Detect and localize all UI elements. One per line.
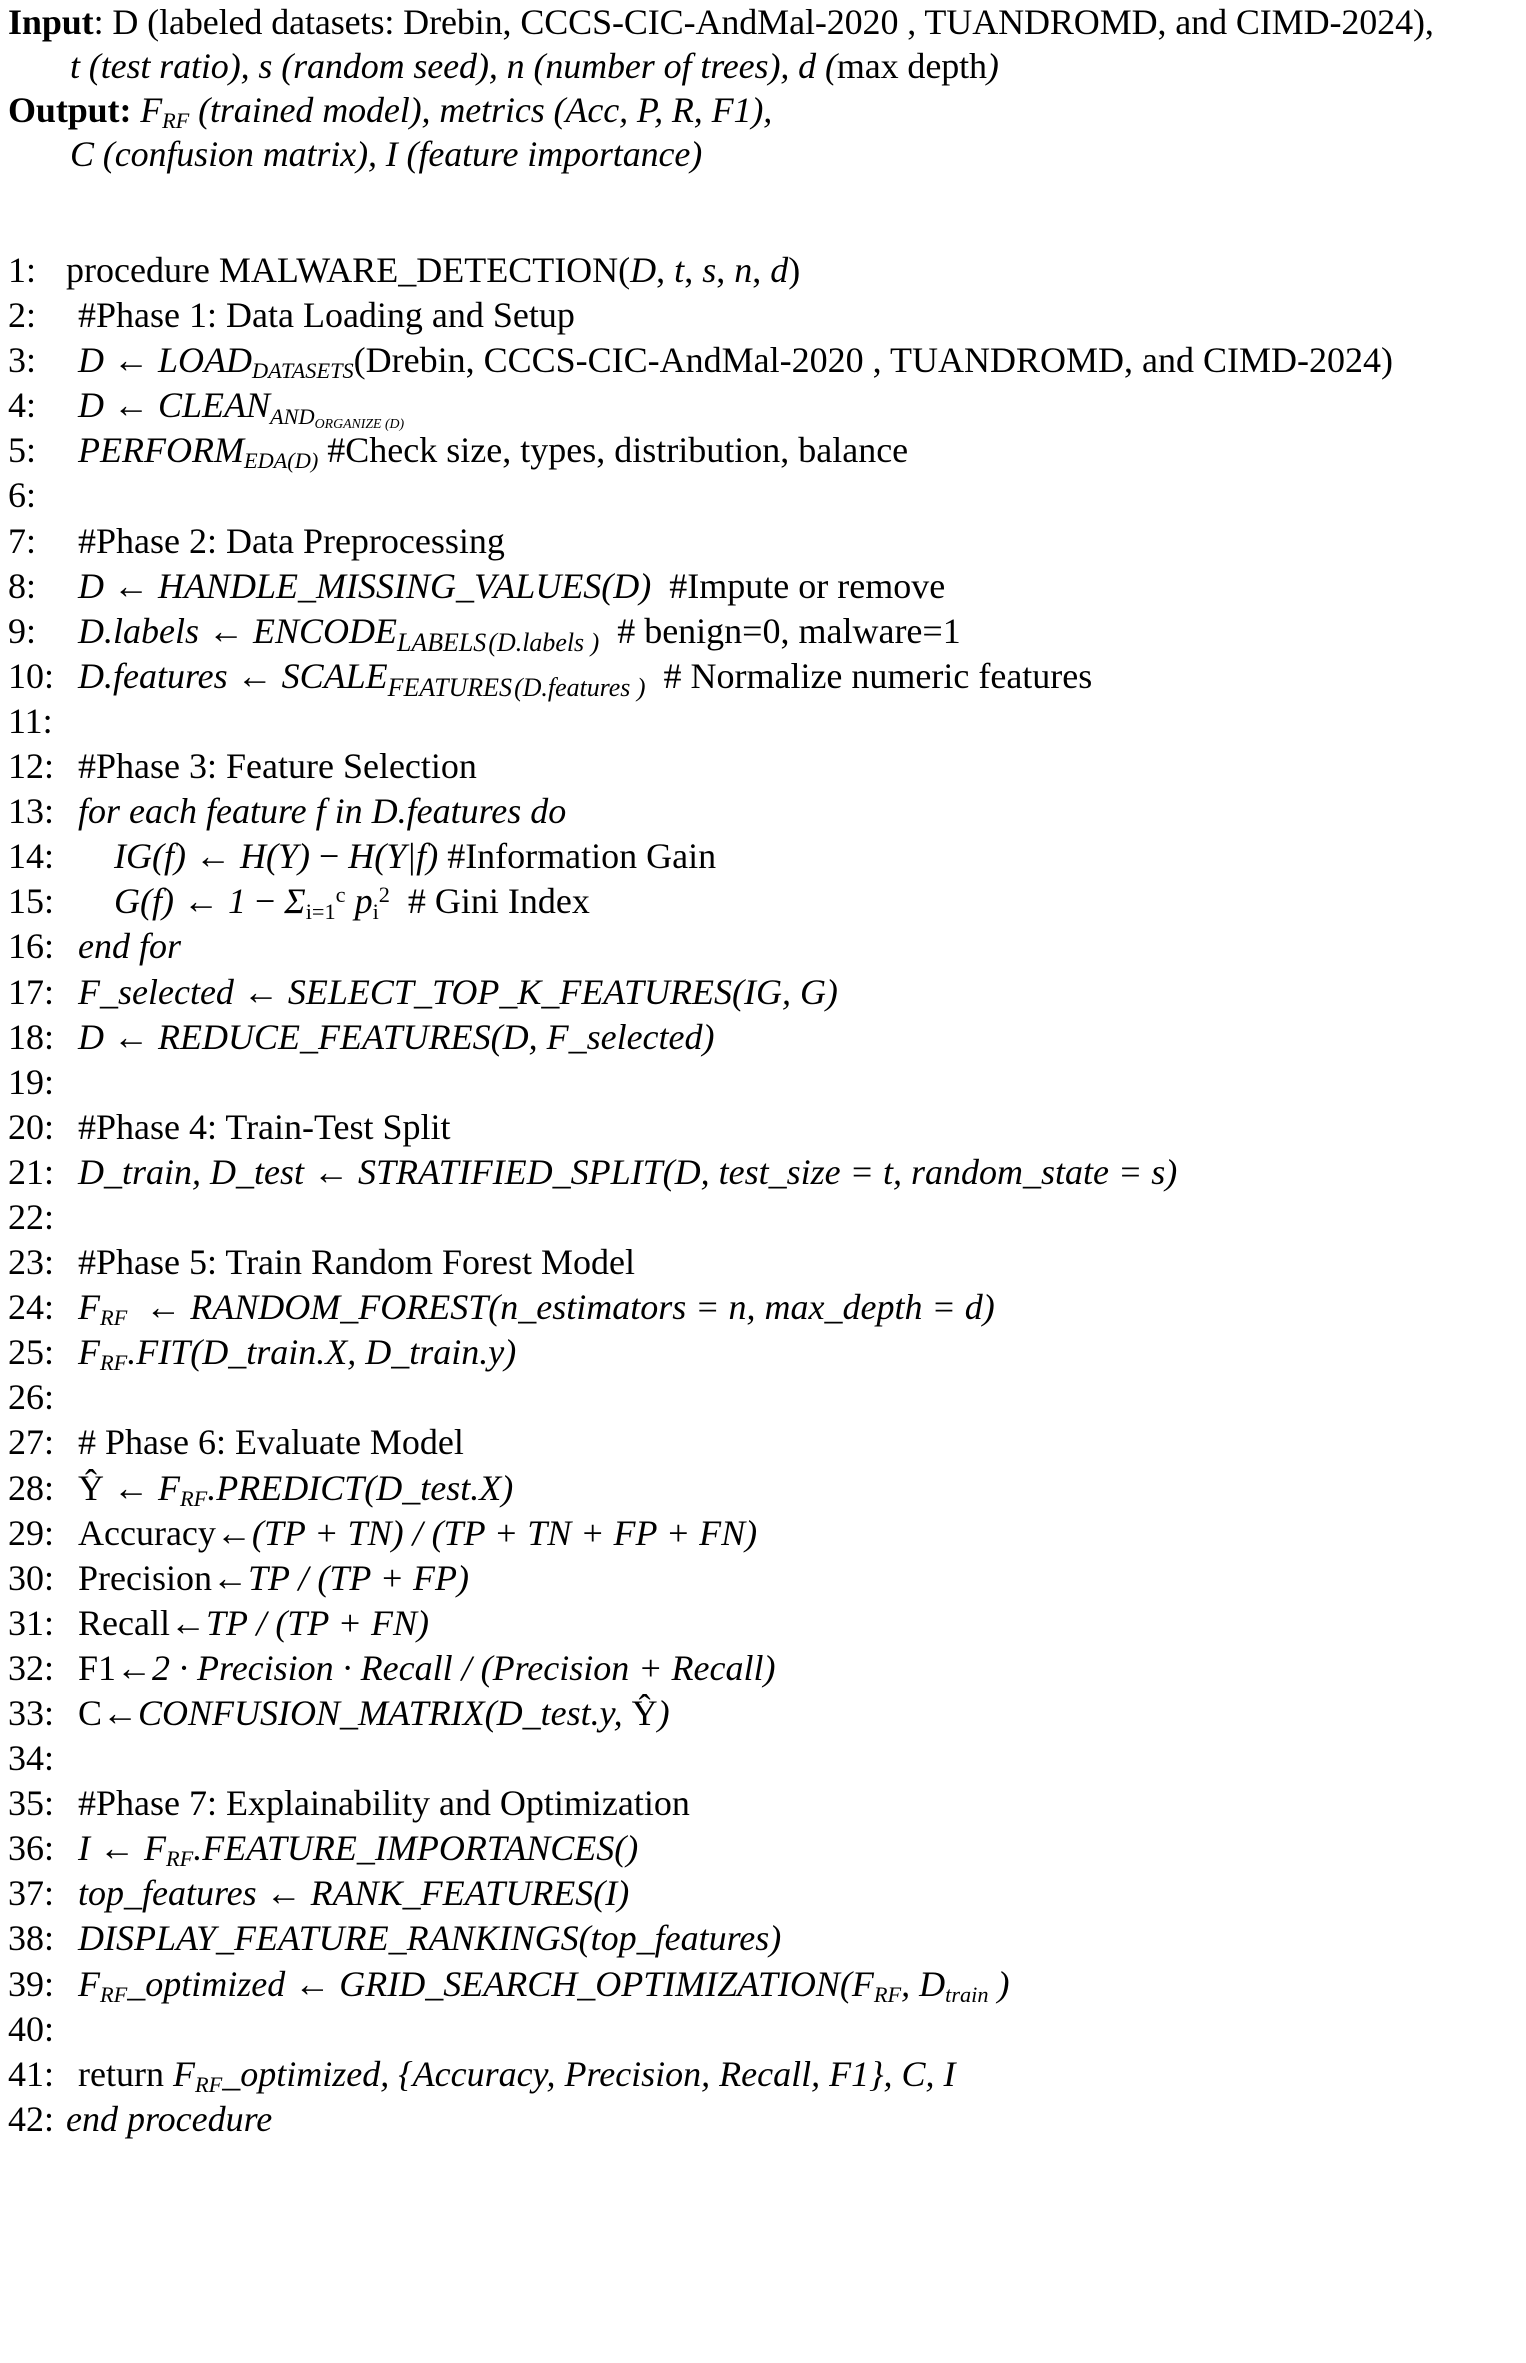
output-line-2 (8, 132, 1508, 176)
line-content: end for (78, 926, 181, 967)
line-number: 30: (8, 1557, 55, 1598)
line-content: D ← $CLEAN_{AND_{ORGANIZE (D)}}$ (78, 385, 405, 431)
line-number: 1: (8, 250, 37, 290)
algo-line-11 (8, 699, 1518, 744)
line-number: 39: (8, 1963, 55, 2004)
line-number: 8: (8, 565, 37, 606)
input-params-italic: t (test ratio), s (random seed), n (number of trees), d ( (70, 46, 837, 86)
line-number: 41: (8, 2053, 55, 2094)
line-number: 32: (8, 1647, 55, 1688)
line-number: 16: (8, 926, 55, 967)
line-content: IG(f) ← H(Y) − H(Y|f) #Information Gain (114, 836, 717, 877)
algo-line-40 (8, 2007, 1518, 2052)
algo-line-17 (8, 970, 1518, 1015)
line-content: F1←2 · Precision · Recall / (Precision + Recall) (78, 1647, 776, 1688)
line-number: 5: (8, 430, 37, 471)
line-number: 40: (8, 2008, 55, 2049)
algo-line-29 (8, 1511, 1518, 1556)
line-number: 20: (8, 1106, 55, 1147)
algo-line-22 (8, 1195, 1518, 1240)
line-number: 9: (8, 610, 37, 651)
algo-line-1 (8, 248, 1518, 293)
algo-line-31 (8, 1601, 1518, 1646)
line-number: 12: (8, 746, 55, 787)
input-line-2 (8, 44, 1508, 88)
y-hat-symbol: Ŷ (78, 1467, 104, 1508)
algo-line-18 (8, 1015, 1518, 1060)
algo-line-20 (8, 1105, 1518, 1150)
algo-line-6 (8, 473, 1518, 518)
algo-line-7 (8, 519, 1518, 564)
line-content: end procedure (66, 2098, 273, 2139)
line-number: 25: (8, 1332, 55, 1373)
line-content: D.labels ← $ENCODE_{LABELS (D.labels )}$ # benign=0, malware=1 (78, 610, 961, 657)
algo-line-32 (8, 1646, 1518, 1691)
line-content: #Phase 2: Data Preprocessing (78, 520, 505, 561)
line-content: Accuracy←(TP + TN) / (TP + TN + FP + FN) (78, 1512, 758, 1553)
input-params-tail: ) (986, 46, 999, 86)
algo-line-15 (8, 879, 1518, 924)
line-content: #Phase 4: Train-Test Split (78, 1106, 451, 1147)
line-content: $F_{RF}$ ← RANDOM_FOREST(n_estimators = n, max_depth = d) (78, 1287, 995, 1331)
line-number: 42: (8, 2098, 55, 2139)
line-content: D.features ← $SCALE_{FEATURES (D.features )}$ # Normalize numeric features (78, 655, 1093, 702)
algo-line-23 (8, 1240, 1518, 1285)
algo-line-36 (8, 1826, 1518, 1871)
line-number: 6: (8, 475, 37, 516)
algo-line-12 (8, 744, 1518, 789)
algo-line-16 (8, 924, 1518, 969)
line-content: Recall←TP / (TP + FN) (78, 1602, 429, 1643)
output-frf-base: F (140, 90, 163, 130)
input-line-1 (8, 0, 1508, 44)
algo-line-2 (8, 293, 1518, 338)
algo-line-38 (8, 1916, 1518, 1961)
line-number: 28: (8, 1467, 55, 1508)
line-number: 4: (8, 385, 37, 426)
line-content: G(f) ← $1 - \Sigma_{i=1}^c$ $p_i^2$ # Gini Index (114, 881, 590, 925)
line-number: 22: (8, 1196, 55, 1237)
algo-line-26 (8, 1375, 1518, 1420)
line-number: 23: (8, 1242, 55, 1283)
line-number: 27: (8, 1422, 55, 1463)
input-label: Input (8, 2, 94, 42)
algo-line-19 (8, 1060, 1518, 1105)
algo-line-8 (8, 564, 1518, 609)
line-number: 19: (8, 1061, 55, 1102)
line-content: procedure MALWARE_DETECTION(D, t, s, n, d) (66, 250, 801, 290)
line-number: 11: (8, 700, 53, 741)
line-number: 34: (8, 1738, 55, 1779)
algo-line-33 (8, 1691, 1518, 1736)
algo-line-39 (8, 1962, 1518, 2007)
algorithm-body (8, 248, 1518, 2142)
line-number: 21: (8, 1151, 55, 1192)
line-number: 2: (8, 295, 37, 336)
line-number: 7: (8, 520, 37, 561)
algo-line-41 (8, 2052, 1518, 2097)
algo-line-25 (8, 1330, 1518, 1375)
line-content: #Phase 7: Explainability and Optimization (78, 1783, 690, 1824)
output-frf-subscript: RF (162, 108, 190, 134)
algo-line-42 (8, 2097, 1518, 2142)
line-number: 26: (8, 1377, 55, 1418)
line-number: 14: (8, 836, 55, 877)
line-number: 3: (8, 340, 37, 381)
algo-line-21 (8, 1150, 1518, 1195)
algo-line-34 (8, 1736, 1518, 1781)
line-content: #Phase 1: Data Loading and Setup (78, 295, 575, 336)
line-content: D ← $LOAD_{DATASETS}(Drebin$, CCCS-CIC-AndMal-2020 , TUANDROMD, and CIMD-2024) (78, 340, 1393, 384)
input-line-1-text: : D (labeled datasets: Drebin, CCCS-CIC-AndMal-2020 , TUANDROMD, and CIMD-2024), (93, 2, 1434, 42)
line-content: for each feature f in D.features do (78, 791, 567, 832)
line-number: 18: (8, 1016, 55, 1057)
algo-line-35 (8, 1781, 1518, 1826)
algo-line-28 (8, 1466, 1518, 1511)
line-content: $F_{RF}.FIT(D\_train.X$, D_train.y) (78, 1332, 517, 1376)
line-content: $F_{RF}\_optimized$ ← $GRID\_SEARCH\_OPTIMIZATION(F_{RF}$, $D_{train}$ ) (78, 1963, 1010, 2007)
line-content: top_features ← RANK_FEATURES(I) (78, 1873, 630, 1914)
line-content: D ← REDUCE_FEATURES(D, F_selected) (78, 1016, 715, 1057)
line-number: 37: (8, 1873, 55, 1914)
line-content: C←CONFUSION_MATRIX(D_test.y, Ŷ) (78, 1693, 670, 1733)
line-content: I ← $F_{RF}.FEATURE\_IMPORTANCES()$ (78, 1828, 639, 1872)
algo-line-5 (8, 428, 1518, 473)
line-number: 38: (8, 1918, 55, 1959)
line-number: 13: (8, 791, 55, 832)
algo-line-10 (8, 654, 1518, 702)
line-content: Ŷ ← $F_{RF}.PREDICT(D\_test.X)$ (78, 1467, 514, 1511)
line-number: 17: (8, 971, 55, 1012)
algo-line-9 (8, 609, 1518, 657)
line-number: 33: (8, 1693, 55, 1733)
algo-line-27 (8, 1420, 1518, 1465)
line-content: return $F_{RF}\_optimized$, {Accuracy, Precision, Recall, F1}, C, I (78, 2053, 956, 2097)
line-content: D ← HANDLE_MISSING_VALUES(D) #Impute or remove (78, 565, 946, 606)
line-number: 35: (8, 1783, 55, 1824)
algo-line-37 (8, 1871, 1518, 1916)
algo-line-13 (8, 789, 1518, 834)
algo-line-3 (8, 338, 1518, 383)
algo-line-14 (8, 834, 1518, 879)
line-number: 29: (8, 1512, 55, 1553)
output-line-1 (8, 88, 1508, 132)
algo-line-30 (8, 1556, 1518, 1601)
line-content: F_selected ← SELECT_TOP_K_FEATURES(IG, G) (78, 971, 838, 1012)
output-line-1-rest: (trained model), metrics (Acc, P, R, F1), (198, 90, 773, 130)
line-number: 15: (8, 881, 55, 922)
line-content: Precision←TP / (TP + FP) (78, 1557, 469, 1598)
algo-line-4 (8, 383, 1518, 431)
line-number: 31: (8, 1602, 55, 1643)
line-content: # Phase 6: Evaluate Model (78, 1422, 464, 1463)
output-label: Output: (8, 90, 132, 130)
line-content: $PERFORM_{EDA(D)}$ #Check size, types, distribution, balance (78, 430, 909, 474)
line-number: 24: (8, 1287, 55, 1328)
input-max-upright: max depth (836, 46, 987, 86)
line-content: #Phase 5: Train Random Forest Model (78, 1242, 636, 1283)
line-content: DISPLAY_FEATURE_RANKINGS(top_features) (78, 1918, 782, 1959)
line-content: #Phase 3: Feature Selection (78, 746, 477, 787)
algo-line-24 (8, 1285, 1518, 1330)
line-content: D_train, D_test ← STRATIFIED_SPLIT(D, test_size = t, random_state = s) (78, 1151, 1178, 1192)
line-number: 36: (8, 1828, 55, 1869)
algorithm-io-header (8, 0, 1508, 176)
line-number: 10: (8, 655, 55, 696)
output-line-2-text: C (confusion matrix), I (feature importance) (70, 134, 703, 174)
